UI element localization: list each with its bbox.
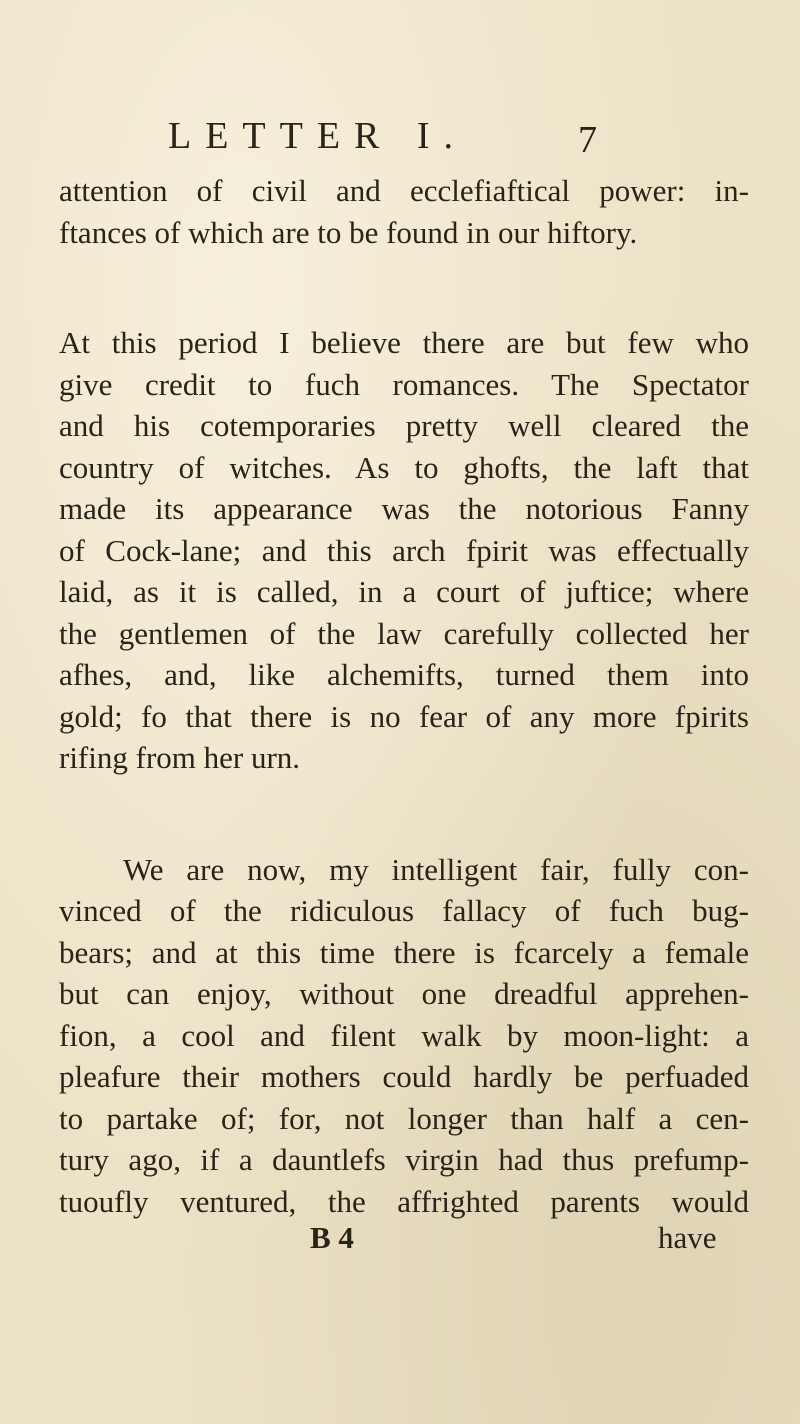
text-line: fion, a cool and filent walk by moon-light: a — [59, 1017, 749, 1053]
text-line: the gentlemen of the law carefully collected her — [59, 615, 749, 651]
text-line: rifing from her urn. — [59, 740, 301, 775]
text-line: to partake of; for, not longer than half a cen- — [59, 1100, 749, 1136]
paragraph-1 — [59, 170, 749, 253]
text-line: laid, as it is called, in a court of juftice; where — [59, 574, 749, 609]
running-title: LETTER I. — [168, 115, 468, 157]
text-line: afhes, and, like alchemifts, turned them into — [59, 657, 749, 692]
page-number: 7 — [578, 119, 597, 161]
text-line: pleafure their mothers could hardly be perfuaded — [59, 1059, 749, 1094]
page-footer — [0, 1216, 800, 1260]
text-line: tuoufly ventured, the affrighted parents would — [59, 1183, 749, 1219]
text-line: At this period I believe there are but few who — [59, 325, 749, 360]
text-line: country of witches. As to ghofts, the laft that — [59, 449, 749, 485]
body-text — [59, 170, 749, 1222]
running-head — [0, 112, 800, 160]
text-line: but can enjoy, without one dreadful apprehen- — [59, 976, 749, 1011]
text-line: gold; fo that there is no fear of any more fpirits — [59, 698, 749, 734]
text-line: ftances of which are to be found in our hiftory. — [59, 214, 638, 250]
signature-mark: B 4 — [310, 1220, 354, 1255]
text-line: vinced of the ridiculous fallacy of fuch bug- — [59, 893, 749, 928]
paragraph-gap — [59, 779, 749, 849]
text-line: We are now, my intelligent fair, fully con- — [123, 851, 749, 887]
paragraph-gap — [59, 253, 749, 322]
text-line: bears; and at this time there is fcarcely a female — [59, 934, 749, 970]
text-line: attention of civil and ecclefiaftical power: in- — [59, 173, 749, 208]
text-line: made its appearance was the notorious Fanny — [59, 491, 749, 526]
text-line: give credit to fuch romances. The Spectator — [59, 366, 749, 402]
paragraph-3 — [59, 849, 749, 1223]
text-line: and his cotemporaries pretty well cleared the — [59, 408, 749, 443]
paragraph-2 — [59, 322, 749, 779]
text-line: tury ago, if a dauntlefs virgin had thus prefump- — [59, 1142, 749, 1177]
catchword: have — [658, 1220, 717, 1255]
text-line: of Cock-lane; and this arch fpirit was effectually — [59, 532, 749, 568]
